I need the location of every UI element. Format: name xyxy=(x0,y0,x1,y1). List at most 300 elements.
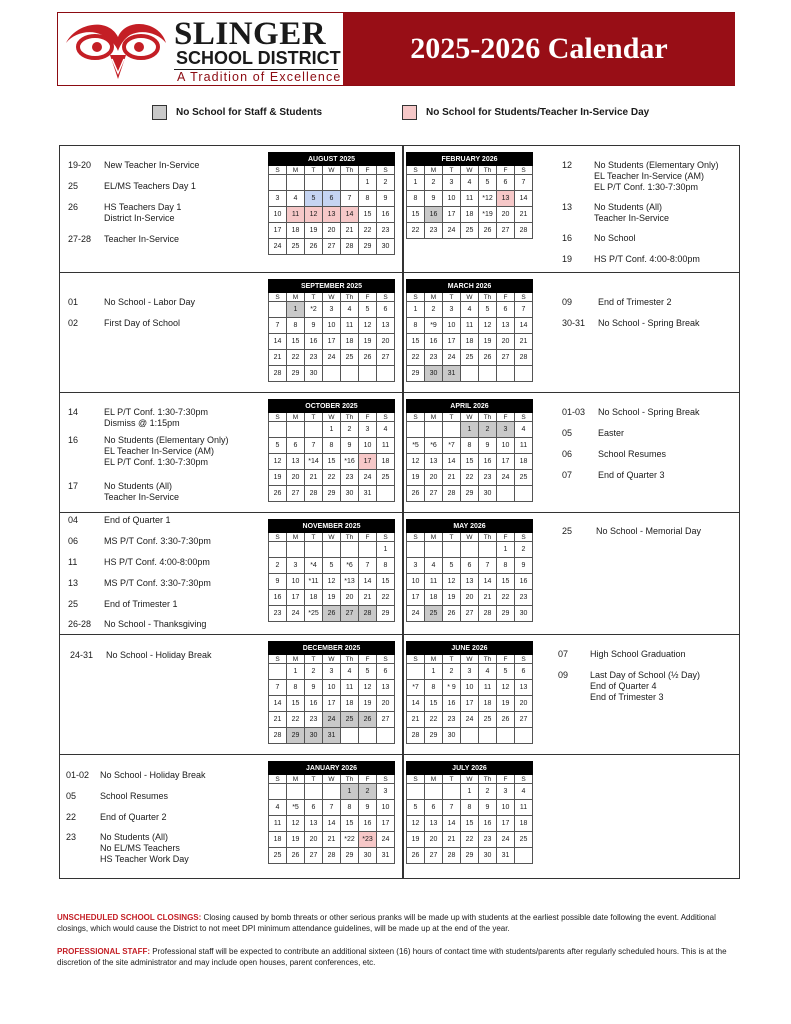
day-cell xyxy=(287,542,305,558)
day-cell: 27 xyxy=(341,606,359,622)
legend-item-inservice xyxy=(402,104,649,120)
day-cell: 8 xyxy=(407,318,425,334)
day-cell: 10 xyxy=(497,438,515,454)
day-cell: 22 xyxy=(287,712,305,728)
day-cell: 1 xyxy=(425,664,443,680)
day-cell: 11 xyxy=(377,438,395,454)
day-cell: 4 xyxy=(377,422,395,438)
day-cell: 17 xyxy=(323,334,341,350)
day-cell: 27 xyxy=(515,712,533,728)
day-cell: 8 xyxy=(323,438,341,454)
day-cell: 15 xyxy=(497,574,515,590)
day-cell: 3 xyxy=(359,422,377,438)
weekday-header: M xyxy=(287,166,305,175)
day-cell: 30 xyxy=(443,728,461,744)
note-date: 23 xyxy=(66,832,77,842)
note-date: 24-31 xyxy=(70,650,94,660)
day-cell: 5 xyxy=(269,438,287,454)
day-cell: 1 xyxy=(461,422,479,438)
day-cell: 7 xyxy=(515,175,533,191)
note-text: High School Graduation xyxy=(590,649,686,659)
day-cell: *6 xyxy=(341,558,359,574)
weekday-header: M xyxy=(287,775,305,784)
day-cell: 11 xyxy=(479,680,497,696)
day-cell: 19 xyxy=(479,334,497,350)
day-cell: 29 xyxy=(359,239,377,255)
page-title: 2025-2026 Calendar xyxy=(343,13,735,85)
day-cell: 29 xyxy=(323,486,341,502)
day-cell: 21 xyxy=(323,832,341,848)
day-cell: 26 xyxy=(443,606,461,622)
note-date: 25 xyxy=(68,181,79,191)
weekday-header: M xyxy=(425,413,443,422)
day-cell: 18 xyxy=(461,207,479,223)
day-cell xyxy=(461,728,479,744)
day-cell: 3 xyxy=(443,302,461,318)
note-text: Last Day of School (½ Day) End of Quarter 4 End of Trimester 3 xyxy=(590,670,701,702)
day-cell: 8 xyxy=(497,558,515,574)
day-cell: 17 xyxy=(287,590,305,606)
day-cell: 22 xyxy=(497,590,515,606)
day-cell xyxy=(305,542,323,558)
day-cell: 16 xyxy=(479,454,497,470)
note-date: 12 xyxy=(562,160,573,170)
day-cell: 29 xyxy=(461,486,479,502)
note-text: First Day of School xyxy=(104,318,181,328)
day-cell: 20 xyxy=(461,590,479,606)
day-cell: 23 xyxy=(425,350,443,366)
weekday-header: S xyxy=(515,413,533,422)
note-text: School Resumes xyxy=(100,791,169,801)
day-cell: 4 xyxy=(479,664,497,680)
note-text: School Resumes xyxy=(598,449,667,459)
day-cell: 25 xyxy=(341,712,359,728)
weekday-header: S xyxy=(377,775,395,784)
day-cell: 8 xyxy=(377,558,395,574)
day-cell: 21 xyxy=(269,712,287,728)
weekday-header: M xyxy=(425,655,443,664)
weekday-header: M xyxy=(425,533,443,542)
note-date: 19 xyxy=(562,254,573,264)
note-date: 06 xyxy=(68,536,79,546)
logo-name: SLINGER xyxy=(174,16,327,52)
day-cell: 16 xyxy=(305,696,323,712)
day-cell: 21 xyxy=(515,334,533,350)
day-cell: 30 xyxy=(479,848,497,864)
day-cell: 2 xyxy=(377,175,395,191)
day-cell xyxy=(407,784,425,800)
day-cell: 19 xyxy=(407,470,425,486)
day-cell xyxy=(479,366,497,382)
day-cell xyxy=(515,728,533,744)
day-cell: 12 xyxy=(407,454,425,470)
day-cell: 30 xyxy=(425,366,443,382)
weekday-header: W xyxy=(323,166,341,175)
day-cell: 3 xyxy=(497,784,515,800)
day-cell: 2 xyxy=(479,784,497,800)
day-cell: 25 xyxy=(341,350,359,366)
day-cell: 13 xyxy=(497,191,515,207)
day-cell: 16 xyxy=(443,696,461,712)
day-cell: 13 xyxy=(497,318,515,334)
day-cell xyxy=(287,175,305,191)
day-cell: 20 xyxy=(515,696,533,712)
day-cell: 28 xyxy=(305,486,323,502)
day-cell: 11 xyxy=(425,574,443,590)
day-cell: 5 xyxy=(359,302,377,318)
day-cell: 5 xyxy=(323,558,341,574)
day-cell: 24 xyxy=(407,606,425,622)
day-cell: 30 xyxy=(305,366,323,382)
day-cell: *5 xyxy=(287,800,305,816)
day-cell: 11 xyxy=(269,816,287,832)
note-date: 01-02 xyxy=(66,770,90,780)
day-cell: 3 xyxy=(269,191,287,207)
weekday-header: W xyxy=(461,413,479,422)
weekday-header: F xyxy=(497,293,515,302)
day-cell: 13 xyxy=(515,680,533,696)
day-cell xyxy=(269,422,287,438)
note-text: No Students (All) No EL/MS Teachers HS Teacher Work Day xyxy=(100,832,189,864)
note-date: 11 xyxy=(68,557,78,567)
note-date: 25 xyxy=(562,526,573,536)
day-cell: 24 xyxy=(323,712,341,728)
logo-subtitle: SCHOOL DISTRICT xyxy=(176,48,341,68)
note-date: 25 xyxy=(68,599,79,609)
day-cell xyxy=(425,784,443,800)
weekday-header: T xyxy=(305,655,323,664)
note-text: Teacher In-Service xyxy=(104,234,180,244)
day-cell: *5 xyxy=(407,438,425,454)
day-cell: 16 xyxy=(269,590,287,606)
day-cell: 21 xyxy=(359,590,377,606)
district-logo xyxy=(58,13,343,85)
day-cell: 11 xyxy=(515,800,533,816)
day-cell: 4 xyxy=(425,558,443,574)
day-cell: 30 xyxy=(377,239,395,255)
day-cell: 21 xyxy=(443,470,461,486)
day-cell: 4 xyxy=(461,302,479,318)
weekday-header: W xyxy=(461,775,479,784)
day-cell xyxy=(497,366,515,382)
weekday-header: S xyxy=(269,533,287,542)
note-text: No School - Thanksgiving xyxy=(104,619,207,629)
day-cell: 20 xyxy=(341,590,359,606)
weekday-header: M xyxy=(425,775,443,784)
note-date: 13 xyxy=(68,578,79,588)
day-cell: 6 xyxy=(305,800,323,816)
day-cell: 13 xyxy=(287,454,305,470)
legend-swatch-pink xyxy=(402,105,417,120)
day-cell xyxy=(515,366,533,382)
month-calendar xyxy=(406,152,533,239)
day-cell xyxy=(341,175,359,191)
day-cell: 21 xyxy=(407,712,425,728)
day-cell: 10 xyxy=(323,318,341,334)
day-cell: *13 xyxy=(341,574,359,590)
note-text: New Teacher In-Service xyxy=(104,160,200,170)
day-cell: 22 xyxy=(407,223,425,239)
day-cell: 19 xyxy=(269,470,287,486)
weekday-header: T xyxy=(443,166,461,175)
day-cell: 26 xyxy=(269,486,287,502)
day-cell: 25 xyxy=(461,223,479,239)
day-cell: 28 xyxy=(407,728,425,744)
day-cell: 18 xyxy=(377,454,395,470)
weekday-header: S xyxy=(407,655,425,664)
day-cell: 11 xyxy=(341,318,359,334)
day-cell: 6 xyxy=(497,175,515,191)
note-date: 26 xyxy=(68,202,79,212)
day-cell xyxy=(407,664,425,680)
day-cell: 18 xyxy=(287,223,305,239)
day-cell xyxy=(305,422,323,438)
day-cell: 24 xyxy=(461,712,479,728)
weekday-header: F xyxy=(497,166,515,175)
day-cell xyxy=(341,728,359,744)
day-cell xyxy=(287,784,305,800)
month-title: MAY 2026 xyxy=(407,520,533,533)
day-cell: 6 xyxy=(377,664,395,680)
month-title: JANUARY 2026 xyxy=(269,762,395,775)
day-cell xyxy=(443,542,461,558)
day-cell: 28 xyxy=(479,606,497,622)
weekday-header: T xyxy=(443,293,461,302)
day-cell: 22 xyxy=(461,832,479,848)
note-text: No School - Spring Break xyxy=(598,407,700,417)
day-cell: 25 xyxy=(515,832,533,848)
day-cell: 7 xyxy=(305,438,323,454)
weekday-header: S xyxy=(515,775,533,784)
weekday-header: T xyxy=(443,533,461,542)
day-cell: 29 xyxy=(407,366,425,382)
day-cell: *14 xyxy=(305,454,323,470)
day-cell: 11 xyxy=(341,680,359,696)
day-cell: 31 xyxy=(323,728,341,744)
staff-text: Professional staff will be expected to contribute an additional sixteen (16) hours of contact time with students/parents after regularly scheduled hours. This is at the discretion of the site administrator and may include open houses, parent conferences, etc. xyxy=(57,947,727,967)
day-cell: 7 xyxy=(269,318,287,334)
day-cell: 16 xyxy=(377,207,395,223)
day-cell: 6 xyxy=(515,664,533,680)
day-cell: 4 xyxy=(515,784,533,800)
day-cell: 7 xyxy=(515,302,533,318)
weekday-header: W xyxy=(461,533,479,542)
day-cell: 12 xyxy=(407,816,425,832)
day-cell: 18 xyxy=(305,590,323,606)
day-cell: 21 xyxy=(305,470,323,486)
note-date: 09 xyxy=(562,297,573,307)
note-date: 17 xyxy=(68,481,79,491)
note-text: Easter xyxy=(598,428,625,438)
day-cell: 13 xyxy=(323,207,341,223)
note-date: 22 xyxy=(66,812,77,822)
weekday-header: M xyxy=(287,655,305,664)
day-cell: 12 xyxy=(479,318,497,334)
day-cell: 11 xyxy=(461,318,479,334)
day-cell: 3 xyxy=(323,302,341,318)
day-cell: 12 xyxy=(323,574,341,590)
note-text: MS P/T Conf. 3:30-7:30pm xyxy=(104,536,211,546)
day-cell: 20 xyxy=(305,832,323,848)
day-cell xyxy=(341,366,359,382)
day-cell: 14 xyxy=(443,816,461,832)
day-cell xyxy=(269,664,287,680)
day-cell: 27 xyxy=(287,486,305,502)
day-cell: 27 xyxy=(377,712,395,728)
day-cell: 26 xyxy=(479,350,497,366)
day-cell: 9 xyxy=(341,438,359,454)
month-title: OCTOBER 2025 xyxy=(269,400,395,413)
day-cell: 13 xyxy=(425,816,443,832)
day-cell: 2 xyxy=(269,558,287,574)
note-date: 14 xyxy=(68,407,79,417)
day-cell: 26 xyxy=(497,712,515,728)
day-cell: 9 xyxy=(479,800,497,816)
weekday-header: Th xyxy=(341,775,359,784)
day-cell: 9 xyxy=(515,558,533,574)
day-cell: 28 xyxy=(359,606,377,622)
day-cell: 26 xyxy=(287,848,305,864)
month-calendar xyxy=(406,279,533,382)
day-cell: 1 xyxy=(287,302,305,318)
month-calendar xyxy=(268,399,395,502)
weekday-header: S xyxy=(377,293,395,302)
day-cell: 28 xyxy=(323,848,341,864)
day-cell: 24 xyxy=(323,350,341,366)
day-cell: 9 xyxy=(425,191,443,207)
section-divider xyxy=(60,392,739,393)
day-cell: 27 xyxy=(497,223,515,239)
day-cell: 25 xyxy=(461,350,479,366)
day-cell: 2 xyxy=(305,664,323,680)
weekday-header: T xyxy=(305,166,323,175)
note-text: No School - Labor Day xyxy=(104,297,196,307)
weekday-header: W xyxy=(323,293,341,302)
day-cell: 12 xyxy=(359,318,377,334)
month-calendar xyxy=(406,761,533,864)
day-cell: *22 xyxy=(341,832,359,848)
day-cell: 14 xyxy=(479,574,497,590)
note-text: No School - Holiday Break xyxy=(100,770,206,780)
day-cell: 7 xyxy=(323,800,341,816)
day-cell: 23 xyxy=(479,470,497,486)
weekday-header: S xyxy=(407,166,425,175)
day-cell xyxy=(461,542,479,558)
day-cell: 25 xyxy=(515,470,533,486)
day-cell: 31 xyxy=(443,366,461,382)
day-cell: 18 xyxy=(515,816,533,832)
day-cell: 5 xyxy=(497,664,515,680)
weekday-header: M xyxy=(425,166,443,175)
day-cell: *25 xyxy=(305,606,323,622)
weekday-header: Th xyxy=(341,166,359,175)
weekday-header: F xyxy=(359,293,377,302)
day-cell xyxy=(425,422,443,438)
day-cell: 29 xyxy=(341,848,359,864)
weekday-header: Th xyxy=(479,655,497,664)
note-text: HS P/T Conf. 4:00-8:00pm xyxy=(594,254,700,264)
day-cell: 16 xyxy=(515,574,533,590)
day-cell: 21 xyxy=(443,832,461,848)
day-cell: 7 xyxy=(341,191,359,207)
weekday-header: F xyxy=(497,533,515,542)
day-cell: 29 xyxy=(425,728,443,744)
note-text: End of Trimester 1 xyxy=(104,599,178,609)
day-cell: 10 xyxy=(377,800,395,816)
day-cell: 9 xyxy=(377,191,395,207)
day-cell: 14 xyxy=(359,574,377,590)
legend-item-no-school xyxy=(152,104,322,120)
weekday-header: Th xyxy=(341,293,359,302)
weekday-header: S xyxy=(515,293,533,302)
month-calendar xyxy=(406,519,533,622)
day-cell: *12 xyxy=(479,191,497,207)
day-cell: 24 xyxy=(377,832,395,848)
day-cell: 21 xyxy=(479,590,497,606)
day-cell: 25 xyxy=(479,712,497,728)
day-cell: 4 xyxy=(341,664,359,680)
day-cell: 6 xyxy=(323,191,341,207)
day-cell: 30 xyxy=(341,486,359,502)
note-date: 26-28 xyxy=(68,619,92,629)
day-cell: 28 xyxy=(443,486,461,502)
weekday-header: T xyxy=(305,413,323,422)
weekday-header: T xyxy=(443,655,461,664)
footer-staff xyxy=(57,946,741,968)
day-cell: 20 xyxy=(425,832,443,848)
weekday-header: F xyxy=(359,533,377,542)
month-title: SEPTEMBER 2025 xyxy=(269,280,395,293)
weekday-header: S xyxy=(515,533,533,542)
day-cell: 14 xyxy=(341,207,359,223)
day-cell: 3 xyxy=(377,784,395,800)
note-text: End of Quarter 3 xyxy=(598,470,665,480)
day-cell: 24 xyxy=(287,606,305,622)
day-cell: 15 xyxy=(407,334,425,350)
note-text: HS Teachers Day 1 District In-Service xyxy=(104,202,182,223)
day-cell xyxy=(407,542,425,558)
day-cell: 29 xyxy=(377,606,395,622)
day-cell: 24 xyxy=(359,470,377,486)
day-cell xyxy=(359,728,377,744)
day-cell: 11 xyxy=(287,207,305,223)
day-cell: 12 xyxy=(443,574,461,590)
day-cell: 23 xyxy=(479,832,497,848)
day-cell: 1 xyxy=(407,302,425,318)
day-cell: 2 xyxy=(359,784,377,800)
day-cell: 9 xyxy=(359,800,377,816)
day-cell: *9 xyxy=(425,318,443,334)
day-cell: 31 xyxy=(497,848,515,864)
month-title: NOVEMBER 2025 xyxy=(269,520,395,533)
day-cell xyxy=(425,542,443,558)
day-cell: 8 xyxy=(287,318,305,334)
day-cell: 4 xyxy=(269,800,287,816)
weekday-header: F xyxy=(497,413,515,422)
day-cell: 14 xyxy=(269,334,287,350)
weekday-header: W xyxy=(323,775,341,784)
weekday-header: T xyxy=(443,413,461,422)
day-cell: *7 xyxy=(443,438,461,454)
weekday-header: T xyxy=(305,533,323,542)
day-cell: 22 xyxy=(461,470,479,486)
day-cell: 22 xyxy=(425,712,443,728)
weekday-header: S xyxy=(377,533,395,542)
day-cell: 19 xyxy=(497,696,515,712)
day-cell: 10 xyxy=(461,680,479,696)
note-date: 07 xyxy=(562,470,573,480)
note-date: 09 xyxy=(558,670,569,680)
